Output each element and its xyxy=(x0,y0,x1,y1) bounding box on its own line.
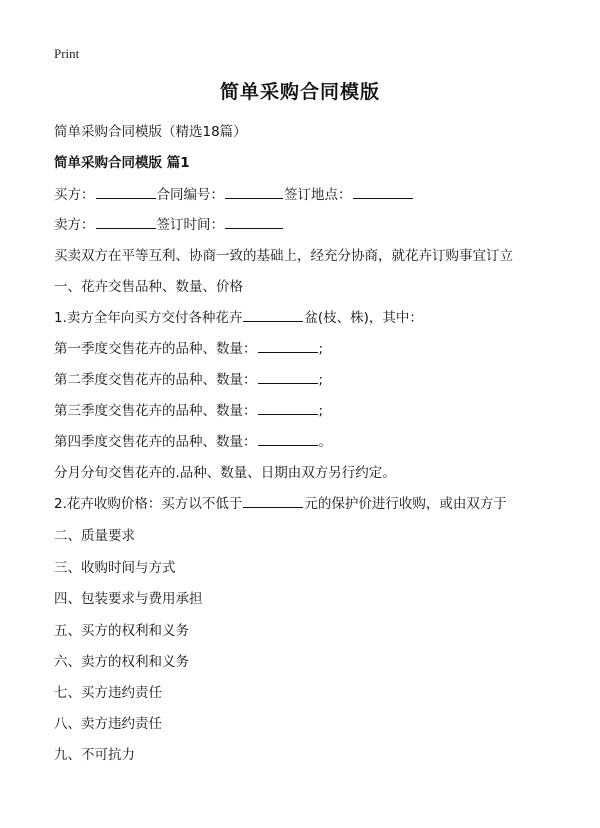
clause-1-tail: 盆(枝、株)，其中： xyxy=(304,310,423,326)
buyer-blank xyxy=(96,185,156,199)
quarter-2-text: 第二季度交售花卉的品种、数量： xyxy=(54,372,257,388)
item-9-heading: 九、不可抗力 xyxy=(54,747,135,763)
item-6-heading: 六、卖方的权利和义务 xyxy=(54,654,189,670)
quarter-4-line xyxy=(54,430,332,450)
intro-paragraph: 买卖双方在平等互利、协商一致的基础上，经充分协商，就花卉订购事宜订立 xyxy=(54,248,513,264)
clause-2-text: 2.花卉收购价格：买方以不低于 xyxy=(54,496,243,512)
quarter-1-text: 第一季度交售花卉的品种、数量： xyxy=(54,341,257,357)
document-subtitle: 简单采购合同模版（精选18篇） xyxy=(54,124,247,140)
quarter-2-line xyxy=(54,368,323,388)
item-8-heading: 八、卖方违约责任 xyxy=(54,716,162,732)
document-title: 简单采购合同模版 xyxy=(219,81,380,103)
print-link[interactable]: Print xyxy=(54,46,80,61)
clause-2 xyxy=(54,492,507,512)
section-heading: 简单采购合同模版 篇1 xyxy=(54,155,190,171)
quarter-4-text: 第四季度交售花卉的品种、数量： xyxy=(54,434,257,450)
clause-2-blank xyxy=(243,494,303,508)
item-3-heading: 三、收购时间与方式 xyxy=(54,560,176,576)
clause-1-text: 1.卖方全年向买方交付各种花卉 xyxy=(54,310,243,326)
quarter-1-line xyxy=(54,337,323,357)
sign-place-label: 签订地点： xyxy=(284,187,352,203)
seller-line xyxy=(54,213,284,233)
seller-blank xyxy=(96,215,156,229)
clause-1-blank xyxy=(243,308,303,322)
quarter-2-end: ; xyxy=(318,372,324,388)
sign-time-blank xyxy=(225,215,283,229)
contract-no-label: 合同编号： xyxy=(156,187,224,203)
quarter-4-blank xyxy=(258,432,318,446)
item-4-heading: 四、包装要求与费用承担 xyxy=(54,591,203,607)
clause-2-tail: 元的保护价进行收购，或由双方于 xyxy=(304,496,507,512)
item-1-heading: 一、花卉交售品种、数量、价格 xyxy=(54,279,243,295)
item-2-heading: 二、质量要求 xyxy=(54,528,135,544)
sign-place-blank xyxy=(353,185,413,199)
quarter-3-line xyxy=(54,399,323,419)
quarter-2-blank xyxy=(258,370,318,384)
quarter-3-end: ; xyxy=(318,403,324,419)
clause-1 xyxy=(54,306,423,326)
quarter-1-end: ; xyxy=(318,341,324,357)
item-5-heading: 五、买方的权利和义务 xyxy=(54,623,189,639)
monthly-delivery-note: 分月分旬交售花卉的.品种、数量、日期由双方另行约定。 xyxy=(54,465,396,481)
buyer-label: 买方： xyxy=(54,187,95,203)
contract-no-blank xyxy=(225,185,283,199)
sign-time-label: 签订时间： xyxy=(156,217,224,233)
quarter-3-blank xyxy=(258,401,318,415)
buyer-line xyxy=(54,183,414,203)
item-7-heading: 七、买方违约责任 xyxy=(54,685,162,701)
quarter-3-text: 第三季度交售花卉的品种、数量： xyxy=(54,403,257,419)
quarter-1-blank xyxy=(258,339,318,353)
seller-label: 卖方： xyxy=(54,217,95,233)
quarter-4-end: 。 xyxy=(318,434,332,450)
